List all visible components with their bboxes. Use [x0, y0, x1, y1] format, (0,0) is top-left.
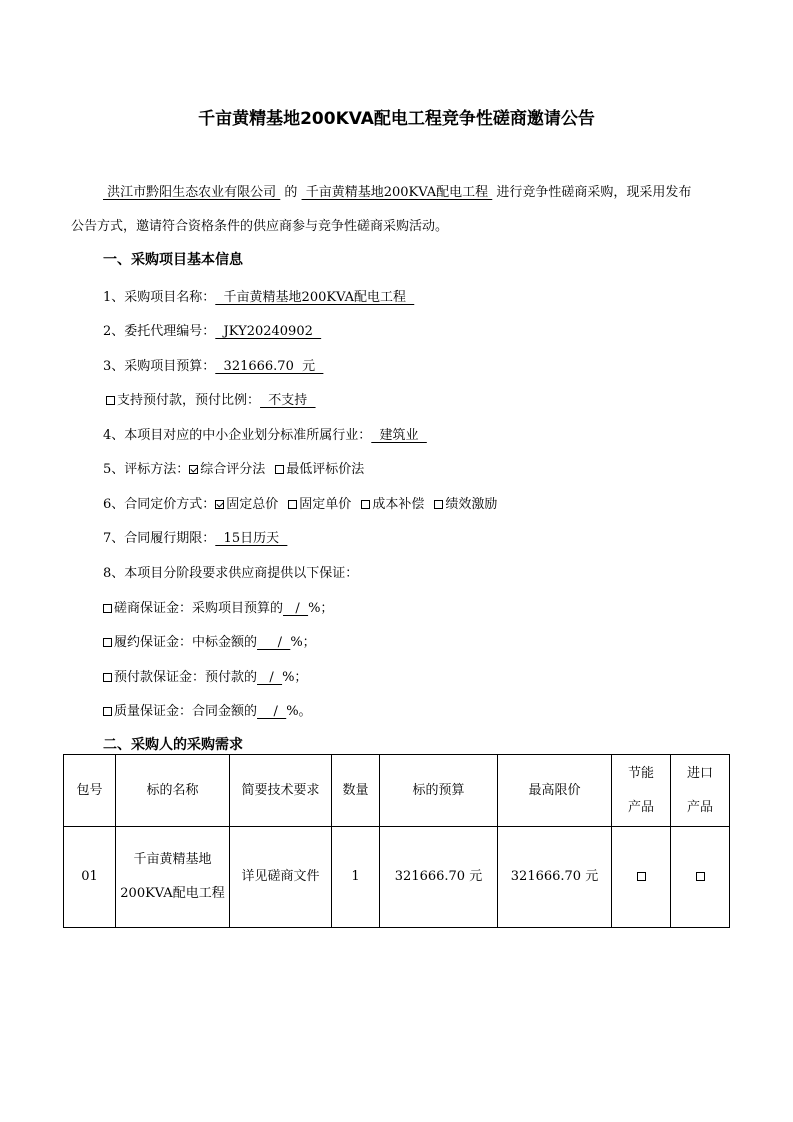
- item-prepayment: [106, 389, 316, 408]
- guarantee-value: /: [257, 670, 283, 685]
- header-imported: 进口 产品: [671, 755, 730, 827]
- intro-project-name: 千亩黄精基地200KVA配电工程: [301, 185, 493, 200]
- item-budget: [103, 355, 323, 374]
- item-evaluation-method: [103, 458, 364, 477]
- header-item-name: 标的名称: [116, 755, 230, 827]
- checkbox-icon: [275, 465, 284, 474]
- option-label: 固定单价: [299, 497, 352, 512]
- guarantee-value: /: [283, 601, 309, 616]
- table-header-row: [64, 755, 730, 827]
- item-label: 5、评标方法：: [103, 462, 190, 477]
- cell-quantity: 1: [332, 827, 380, 928]
- item-value: 321666.70 元: [215, 359, 324, 374]
- header-max-price: 最高限价: [498, 755, 612, 827]
- guarantee-value: /: [257, 704, 287, 719]
- item-label: 1、采购项目名称：: [103, 290, 216, 305]
- cell-item-name: 千亩黄精基地 200KVA配电工程: [116, 827, 230, 928]
- item-value: 不支持: [260, 393, 316, 408]
- item-industry: [103, 424, 427, 443]
- item-label: 4、本项目对应的中小企业划分标准所属行业：: [103, 428, 372, 443]
- guarantee-value: /: [257, 635, 291, 650]
- item-value: 千亩黄精基地200KVA配电工程: [215, 290, 415, 305]
- item-label: 2、委托代理编号：: [103, 324, 216, 339]
- item-contract-period: [103, 527, 287, 546]
- section-heading-basic-info: 一、采购项目基本信息: [103, 252, 243, 268]
- cell-tech: 详见磋商文件: [230, 827, 332, 928]
- item-guarantees: 8、本项目分阶段要求供应商提供以下保证：: [103, 566, 359, 581]
- checkbox-icon: [434, 500, 443, 509]
- requirements-table: [63, 754, 730, 928]
- guarantee-label: 预付款保证金：预付款的: [114, 670, 258, 685]
- guarantee-performance: [103, 631, 316, 650]
- checked-checkbox-icon: [215, 500, 224, 509]
- option-label: 成本补偿: [372, 497, 425, 512]
- guarantee-label: 质量保证金：合同金额的: [114, 704, 258, 719]
- header-energy-saving: 节能 产品: [612, 755, 671, 827]
- option-label: 综合评分法: [200, 462, 266, 477]
- guarantee-unit: %。: [286, 704, 312, 719]
- guarantee-unit: %；: [290, 635, 316, 650]
- cell-imported: [671, 827, 730, 928]
- item-label: 支持预付款，预付比例：: [117, 393, 261, 408]
- checkbox-icon: [103, 707, 112, 716]
- table-row: [64, 827, 730, 928]
- item-agency-number: [103, 320, 321, 339]
- checkbox-icon: [103, 673, 112, 682]
- header-tech-requirements: 简要技术要求: [230, 755, 332, 827]
- guarantee-label: 履约保证金：中标金额的: [114, 635, 258, 650]
- guarantee-quality: [103, 700, 312, 719]
- checkbox-icon: [106, 396, 115, 405]
- item-label: 7、合同履行期限：: [103, 531, 216, 546]
- checkbox-icon: [637, 872, 646, 881]
- header-package: 包号: [64, 755, 116, 827]
- checkbox-icon: [288, 500, 297, 509]
- guarantee-prepayment: [103, 666, 307, 685]
- checked-checkbox-icon: [189, 465, 198, 474]
- item-value: 15日历天: [215, 531, 288, 546]
- checkbox-icon: [103, 638, 112, 647]
- guarantee-bid: [103, 597, 333, 616]
- intro-line-2: 公告方式，邀请符合资格条件的供应商参与竞争性磋商采购活动。: [71, 219, 449, 234]
- option-label: 绩效激励: [445, 497, 498, 512]
- item-label: 3、采购项目预算：: [103, 359, 216, 374]
- item-project-name: [103, 286, 414, 305]
- option-label: 固定总价: [226, 497, 279, 512]
- checkbox-icon: [103, 604, 112, 613]
- page-title: 千亩黄精基地200KVA配电工程竞争性磋商邀请公告: [198, 109, 595, 129]
- intro-line-1: [103, 181, 691, 200]
- cell-package: 01: [64, 827, 116, 928]
- header-budget: 标的预算: [380, 755, 498, 827]
- guarantee-label: 磋商保证金：采购项目预算的: [114, 601, 284, 616]
- intro-text-1: 进行竞争性磋商采购，现采用发布: [496, 185, 692, 200]
- cell-energy-saving: [612, 827, 671, 928]
- option-label: 最低评标价法: [286, 462, 365, 477]
- guarantee-unit: %；: [308, 601, 334, 616]
- item-label: 6、合同定价方式：: [103, 497, 216, 512]
- header-quantity: 数量: [332, 755, 380, 827]
- cell-max-price: 321666.70 元: [498, 827, 612, 928]
- intro-connector: 的: [284, 185, 298, 200]
- item-pricing-method: [103, 493, 497, 512]
- cell-budget: 321666.70 元: [380, 827, 498, 928]
- purchaser-name: 洪江市黔阳生态农业有限公司: [103, 185, 281, 200]
- guarantee-unit: %；: [282, 670, 308, 685]
- item-value: JKY20240902: [215, 324, 322, 339]
- checkbox-icon: [361, 500, 370, 509]
- section-heading-requirements: 二、采购人的采购需求: [103, 737, 243, 753]
- item-value: 建筑业: [371, 428, 427, 443]
- checkbox-icon: [696, 872, 705, 881]
